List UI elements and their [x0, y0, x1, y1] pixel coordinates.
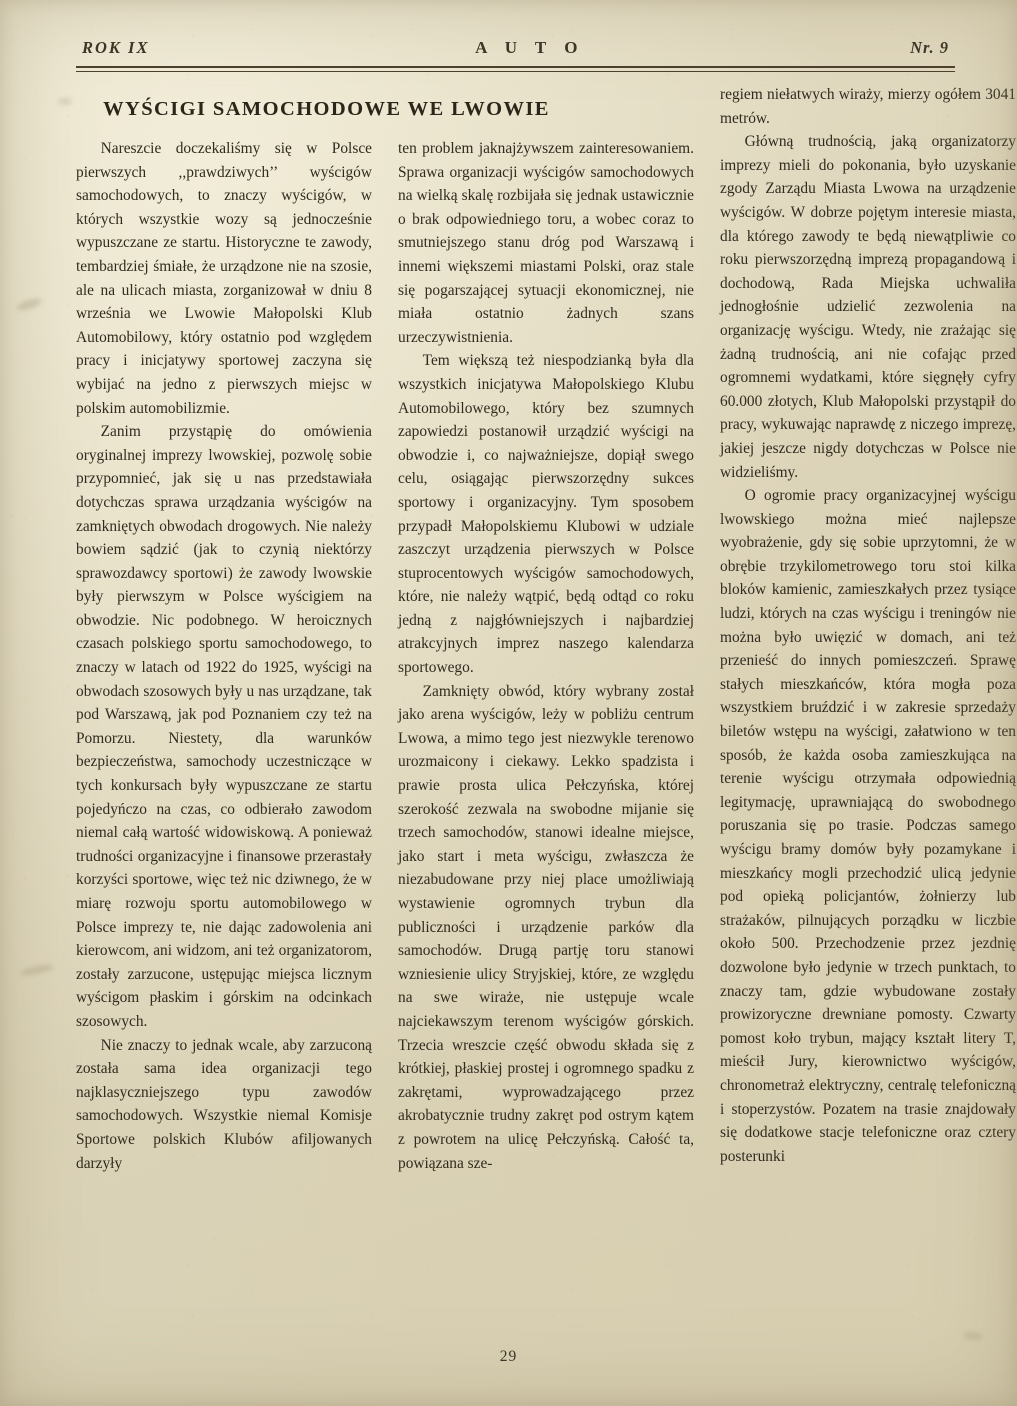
paragraph: regiem niełatwych wiraży, mierzy ogółem 3041 metrów. — [720, 86, 1016, 127]
paragraph: Tem większą też niespodzianką była dla wszystkich inicjatywa Małopolskiego Klubu Automobilowego, który bez szumnych zapowiedzi postanowił urządzić wyścigi na obwodzie i, co najważniejsze, dopiął swego celu, osiągając pierwszorzędny sukces sportowy i organizacyjny. Tym sposobem przypadł Małopolskiemu Klubowi w udziale zaszczyt urządzenia pierwszych w Polsce stuprocentowych wyścigów samochodowych, które, nie należy wątpić, będą odtąd co roku jedną z najgłówniejszych i najbardziej atrakcyjnych imprez naszego kalendarza sportowego. — [398, 352, 694, 677]
running-head-volume: ROK IX — [82, 38, 150, 57]
text-column-1 — [76, 137, 372, 1175]
text-column-2 — [398, 137, 694, 1175]
paper-smudge — [963, 1331, 984, 1342]
header-rule — [76, 66, 955, 72]
text-column-3 — [720, 83, 1016, 1168]
running-head-title: A U T O — [475, 38, 585, 57]
running-head-issue: Nr. 9 — [910, 38, 949, 57]
page-number: 29 — [499, 1348, 518, 1365]
running-head — [76, 38, 955, 66]
article-headline: WYŚCIGI SAMOCHODOWE WE LWOWIE — [103, 98, 550, 120]
paragraph: Zanim przystąpię do omówienia oryginalnej imprezy lwowskiej, pozwolę sobie przypomnieć, jak się u nas przedstawiała dotychczas sprawa urządzania wyścigów na zamkniętych obwodach drogowych. Nie należy bowiem sądzić (jak to czynią niektórzy sprawozdawcy sportowi) że zawody lwowskie były pierwszym w Polsce wyścigiem na obwodzie. Nic podobnego. W heroicznych czasach polskiego sportu samochodowego, to znaczy w latach od 1922 do 1925, wyścigi na obwodach szosowych były u nas urządzane, tak pod Warszawą, jak pod Poznaniem czy też na Pomorzu. Niestety, dla warunków bezpieczeństwa, samochody uczestniczące w tych konkursach były wypuszczane ze startu pojedyńczo na czas, co odbierało zawodom niemal całą wartość widowiskową. A ponieważ trudności organizacyjne i finansowe przerastały korzyści sportowe, więc też nic dziwnego, że w miarę rozwoju sportu automobilowego w Polsce imprezy te, nie dając zadowolenia ani kierowcom, ani widzom, ani też organizatorom, zostały zarzucone, ustępując miejsca licznym wyścigom płaskim i górskim na odcinkach szosowych. — [76, 423, 372, 1030]
paragraph: Główną trudnością, jaką organizatorzy imprezy mieli do pokonania, było uzyskanie zgody Zarządu Miasta Lwowa na urządzenie wyścigów. W dobrze pojętym interesie miasta, dla którego zawody te będą niewątpliwie co roku pierwszorzędną imprezą propagandową i dochodową, Rada Miejska uchwaliła jednogłośnie udzielić zezwolenia na organizację wyścigu. Wtedy, nie zrażając się żadną trudnością, ani nie cofając przed ogromnemi wydatkami, które sięgnęły cyfry 60.000 złotych, Klub Małopolski przystąpił do pracy, wykuwając naprawdę z niczego imprezę, jakiej jeszcze nigdy dotychczas w Polsce nie widzieliśmy. — [720, 133, 1016, 481]
paragraph: Nie znaczy to jednak wcale, aby zarzuconą została sama idea organizacji tego najklasyczniejszego typu zawodów samochodowych. Wszystkie niemal Komisje Sportowe polskich Klubów afiljowanych darzyły — [76, 1036, 372, 1172]
paragraph: Nareszcie doczekaliśmy się w Polsce pierwszych ,,prawdziwych’’ wyścigów samochodowych, to znaczy wyścigów, w których wszystkie wozy są jednocześnie wypuszczane ze startu. Historyczne te zawody, tembardziej śmiałe, że urządzone nie na szosie, ale na ulicach miasta, zorganizował w dniu 8 września we Lwowie Małopolski Klub Automobilowy, który ostatnio pod względem pracy i inicjatywy sportowej zaczyna się wybijać na jedno z pierwszych miejsc w polskim automobilizmie. — [76, 140, 372, 417]
paragraph: Zamknięty obwód, który wybrany został jako arena wyścigów, leży w pobliżu centrum Lwowa, a mimo tego jest niezwykle terenowo urozmaicony i ciekawy. Lekko spadzista i prawie prosta ulica Pełczyńska, której szerokość zezwala na swobodne mijanie się trzech samochodów, stanowi idealne miejsce, jako start i meta wyścigu, zwłaszcza że niezabudowane przy niej place umożliwiają wystawienie ogromnych trybun dla publiczności i urządzenie parków dla samochodów. Drugą partję toru stanowi wzniesienie ulicy Stryjskiej, które, ze względu na swe wiraże, nie ustępuje wcale najciekawszym terenom wyścigów górskich. Trzecia wreszcie część obwodu składa się z krótkiej, płaskiej prostej i ogromnego spadku z zakrętami, wyprowadzającego przez akrobatycznie trudny zakręt pod ostrym kątem z powrotem na ulicę Pełczyńską. Całość ta, powiązana sze- — [398, 682, 694, 1172]
paragraph: O ogromie pracy organizacyjnej wyścigu lwowskiego można mieć najlepsze wyobrażenie, gdy się sobie uprzytomni, że w obrębie trzykilometrowego toru stoi kilka bloków kamienic, zamieszkałych przez tysiące ludzi, których na czas wyścigu i treningów nie można było uwięzić w domach, ani też przenieść do innych pomieszczeń. Sprawę stałych mieszkańców, która mogła poza wszystkiem bruździć i w zakresie sprzedaży biletów wstępu na wyścigi, załatwiono w ten sposób, że każda osoba zamieszkująca na terenie wyścigu otrzymała odpowiednią legitymację, uprawniającą do swobodnego poruszania się po trasie. Podczas samego wyścigu bramy domów były pozamykane i mieszkańcy mogli przechodzić ulicą jedynie pod opieką policjantów, żołnierzy lub strażaków, pilnujących porządku w liczbie około 500. Przechodzenie przez jezdnię dozwolone było jedynie w trzech punktach, to znaczy tam, gdzie wybudowane zostały prowizoryczne drewniane pomosty. Czwarty pomost koło trybun, mający kształt litery T, mieścił Jury, kierownictwo wyścigów, chronometraż elektryczny, centralę telefoniczną i stoperzystów. Pozatem na trasie znajdowały się dodatkowe stacje telefoniczne oraz cztery posterunki — [720, 487, 1016, 1165]
paragraph: ten problem jaknajżywszem zainteresowaniem. Sprawa organizacji wyścigów samochodowych na wielką skalę rozbijała się jednak ustawicznie o brak odpowiedniego toru, a wobec coraz to smutniejszego stanu dróg pod Warszawą i innemi większemi miastami Polski, oraz stale się pogarszającej sytuacji ekonomicznej, nie miała ostatnio żadnych szans urzeczywistnienia. — [398, 140, 694, 346]
